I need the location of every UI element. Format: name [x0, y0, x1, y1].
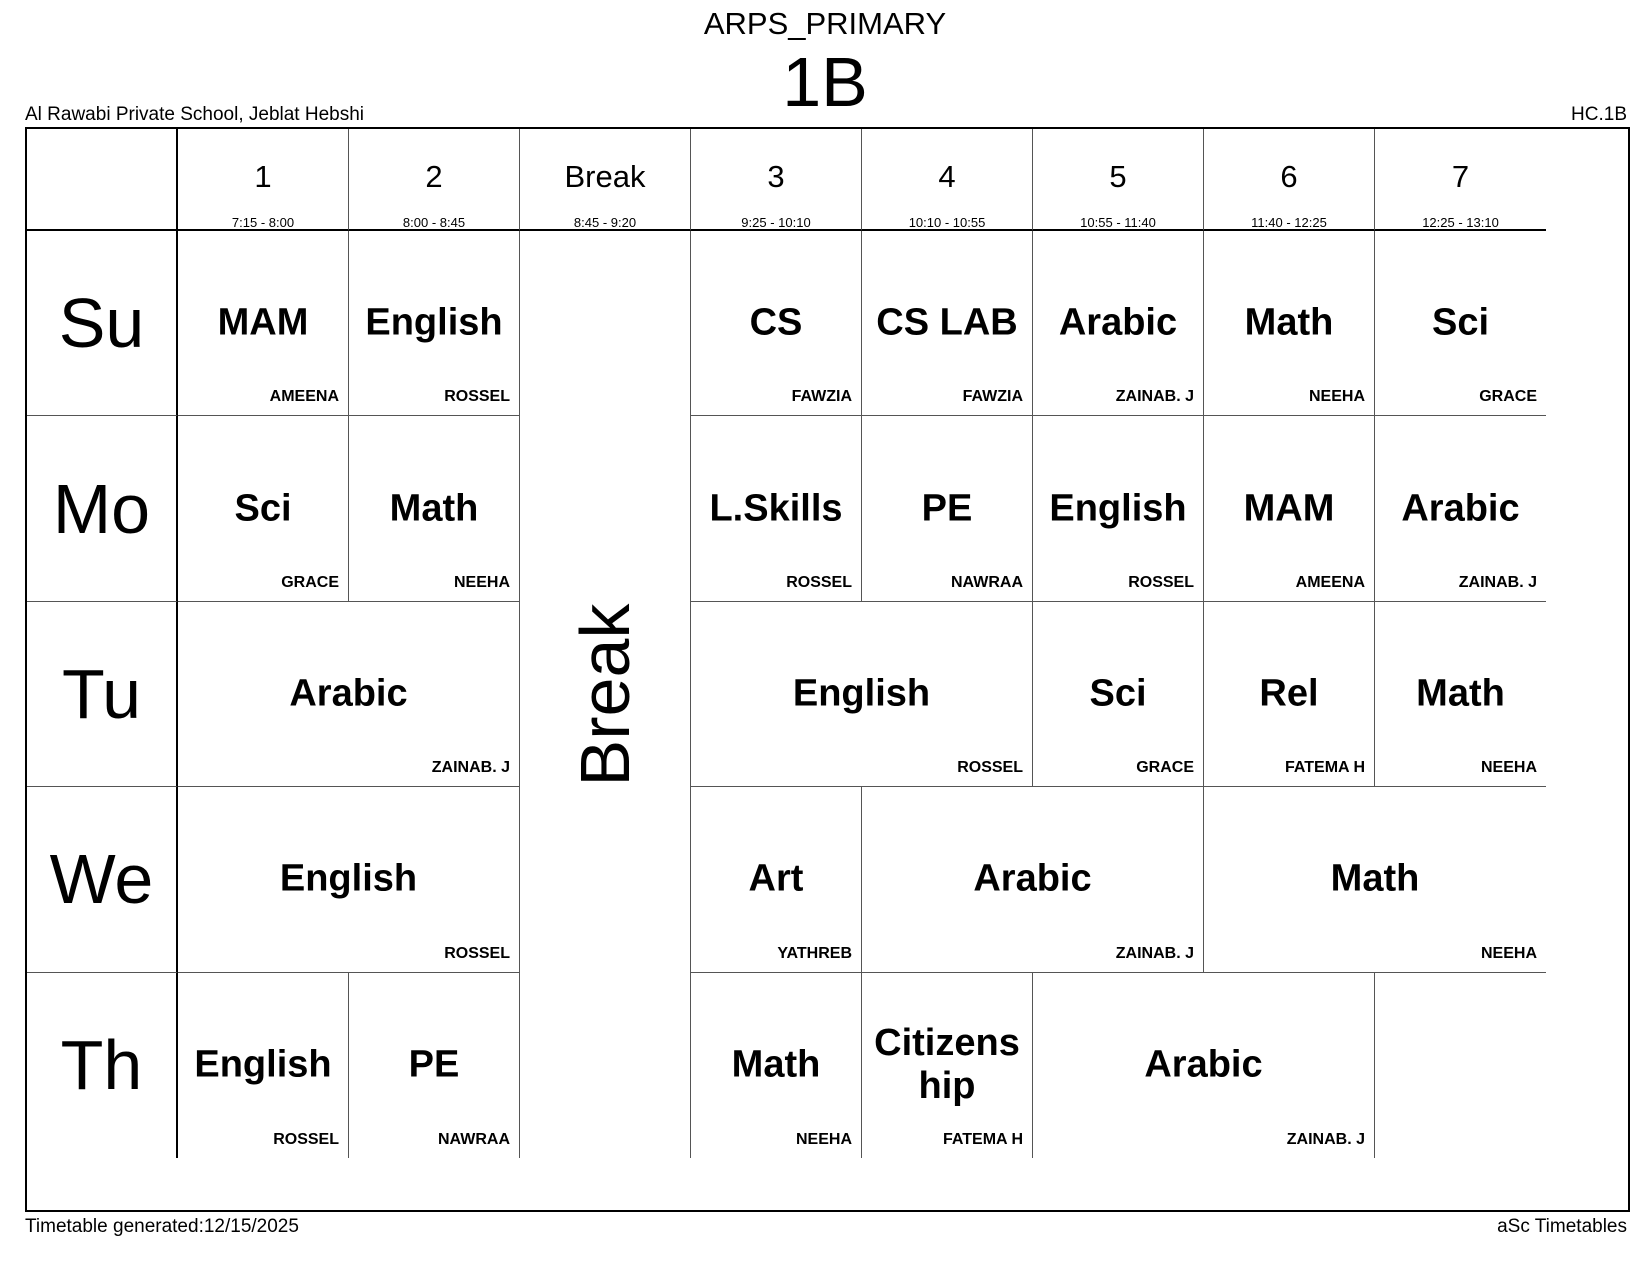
lesson-subject: Sci: [1431, 301, 1490, 344]
lesson-cell: [862, 787, 1204, 972]
period-time: 10:55 - 11:40: [1080, 215, 1156, 230]
period-header: [1375, 129, 1546, 231]
period-time: 12:25 - 13:10: [1422, 215, 1499, 230]
lesson-cell: [178, 973, 349, 1158]
software-credit: aSc Timetables: [1497, 1216, 1627, 1237]
lesson-cell: [178, 602, 520, 787]
period-header: [1033, 129, 1204, 231]
day-label: Su: [58, 284, 145, 363]
lesson-subject: MAM: [217, 301, 309, 344]
period-time: 7:15 - 8:00: [231, 215, 295, 230]
lesson-subject: PE: [408, 1043, 460, 1086]
period-time: 9:25 - 10:10: [741, 215, 811, 230]
lesson-cell: [1204, 787, 1546, 972]
lesson-teacher: NEEHA: [1480, 944, 1537, 962]
lesson-subject: Math: [731, 1043, 821, 1086]
lesson-teacher: FATEMA H: [1285, 759, 1365, 777]
class-title: 1B: [782, 43, 868, 121]
lesson-teacher: ROSSEL: [1128, 573, 1194, 591]
lesson-cell: [178, 416, 349, 601]
lesson-cell: [349, 416, 520, 601]
lesson-teacher: ROSSEL: [444, 388, 510, 406]
lesson-teacher: GRACE: [1136, 759, 1194, 777]
lesson-cell: [1204, 602, 1375, 787]
lesson-teacher: FAWZIA: [791, 388, 852, 406]
lesson-subject: Math: [1244, 301, 1334, 344]
period-header: [862, 129, 1033, 231]
day-label-cell: [27, 973, 178, 1158]
lesson-cell: [349, 231, 520, 416]
lesson-teacher: FAWZIA: [962, 388, 1023, 406]
lesson-teacher: NEEHA: [1308, 388, 1365, 406]
lesson-subject: Arabic: [973, 857, 1092, 900]
lesson-teacher: ZAINAB. J: [1286, 1130, 1365, 1148]
day-label: Tu: [61, 654, 142, 733]
lesson-subject: English: [365, 301, 503, 344]
period-header: [691, 129, 862, 231]
school-title: ARPS_PRIMARY: [703, 6, 947, 41]
lesson-subject: Sci: [234, 487, 292, 530]
lesson-cell: [178, 231, 349, 416]
lesson-teacher: ROSSEL: [786, 573, 852, 591]
lesson-cell: [691, 416, 862, 601]
lesson-teacher: ZAINAB. J: [1458, 573, 1537, 591]
period-header: [178, 129, 349, 231]
lesson-subject: Citizens hip: [874, 1022, 1020, 1108]
period-label: 1: [254, 159, 272, 194]
lesson-cell: [691, 787, 862, 972]
lesson-cell: [349, 973, 520, 1158]
period-header: [349, 129, 520, 231]
lesson-teacher: AMEENA: [1295, 573, 1365, 591]
lesson-subject: English: [792, 672, 931, 715]
lesson-teacher: GRACE: [1479, 388, 1537, 406]
lesson-cell: [1033, 231, 1204, 416]
lesson-subject: Math: [1416, 672, 1505, 715]
lesson-subject: Art: [748, 857, 804, 900]
day-label: Th: [60, 1026, 143, 1105]
lesson-teacher: ZAINAB. J: [431, 759, 510, 777]
school-name: Al Rawabi Private School, Jeblat Hebshi: [25, 104, 365, 125]
lesson-cell: [691, 602, 1033, 787]
day-label-cell: [27, 602, 178, 787]
break-column: [520, 231, 691, 1158]
break-label: Break: [566, 603, 644, 786]
lesson-teacher: ROSSEL: [957, 759, 1023, 777]
class-code: HC.1B: [1571, 104, 1627, 125]
lesson-subject: Arabic: [1144, 1043, 1263, 1086]
lesson-subject: Arabic: [1058, 301, 1178, 344]
lesson-subject: Rel: [1259, 672, 1319, 715]
lesson-subject: CS: [749, 301, 803, 344]
period-header: [520, 129, 691, 231]
lesson-cell: [1033, 973, 1375, 1158]
lesson-teacher: GRACE: [281, 573, 339, 591]
lesson-cell: [691, 231, 862, 416]
day-label-cell: [27, 787, 178, 972]
lesson-teacher: YATHREB: [777, 944, 852, 962]
lesson-subject: Arabic: [289, 672, 408, 715]
lesson-teacher: NEEHA: [795, 1130, 852, 1148]
lesson-teacher: NAWRAA: [438, 1130, 510, 1148]
period-label: 3: [767, 159, 785, 194]
lesson-cell: [862, 231, 1033, 416]
empty-lesson-cell: [1375, 973, 1546, 1158]
lesson-teacher: ROSSEL: [273, 1130, 339, 1148]
lesson-cell: [862, 973, 1033, 1158]
day-label: We: [49, 840, 154, 919]
lesson-cell: [1375, 602, 1546, 787]
lesson-cell: [1204, 231, 1375, 416]
lesson-subject: English: [279, 857, 418, 900]
period-time: 11:40 - 12:25: [1251, 215, 1327, 230]
lesson-teacher: NEEHA: [1480, 759, 1537, 777]
period-time: 8:45 - 9:20: [573, 215, 637, 230]
lesson-teacher: FATEMA H: [943, 1130, 1023, 1148]
lesson-teacher: NEEHA: [453, 573, 510, 591]
day-label-cell: [27, 231, 178, 416]
generated-date: Timetable generated:12/15/2025: [25, 1216, 299, 1237]
lesson-subject: MAM: [1243, 487, 1335, 530]
lesson-cell: [178, 787, 520, 972]
lesson-subject: Math: [389, 487, 479, 530]
lesson-cell: [1375, 231, 1546, 416]
lesson-cell: [1375, 416, 1546, 601]
lesson-cell: [691, 973, 862, 1158]
lesson-teacher: AMEENA: [269, 388, 339, 406]
lesson-cell: [1033, 602, 1204, 787]
timetable-grid: [25, 127, 1630, 1212]
lesson-cell: [1033, 416, 1204, 601]
lesson-teacher: ZAINAB. J: [1115, 388, 1194, 406]
period-time: 8:00 - 8:45: [402, 215, 466, 230]
lesson-subject: Math: [1330, 857, 1420, 900]
period-label: 5: [1109, 159, 1127, 194]
lesson-subject: PE: [921, 487, 973, 530]
lesson-teacher: NAWRAA: [951, 573, 1023, 591]
period-time: 10:10 - 10:55: [908, 215, 986, 230]
period-label: 7: [1451, 159, 1470, 194]
period-label: 4: [938, 159, 956, 194]
lesson-cell: [1204, 416, 1375, 601]
lesson-teacher: ROSSEL: [444, 944, 510, 962]
period-header: [1204, 129, 1375, 231]
day-label-cell: [27, 416, 178, 601]
period-label: 2: [425, 159, 443, 194]
period-label: 6: [1280, 159, 1298, 194]
lesson-subject: L.Skills: [709, 487, 843, 530]
period-label: Break: [564, 159, 646, 194]
lesson-subject: Sci: [1089, 672, 1147, 715]
lesson-subject: English: [194, 1043, 332, 1086]
day-label: Mo: [52, 469, 151, 548]
grid-corner: [27, 129, 178, 231]
lesson-subject: CS LAB: [876, 301, 1018, 344]
lesson-subject: English: [1049, 487, 1187, 530]
lesson-subject: Arabic: [1401, 487, 1520, 530]
lesson-cell: [862, 416, 1033, 601]
lesson-teacher: ZAINAB. J: [1115, 944, 1194, 962]
